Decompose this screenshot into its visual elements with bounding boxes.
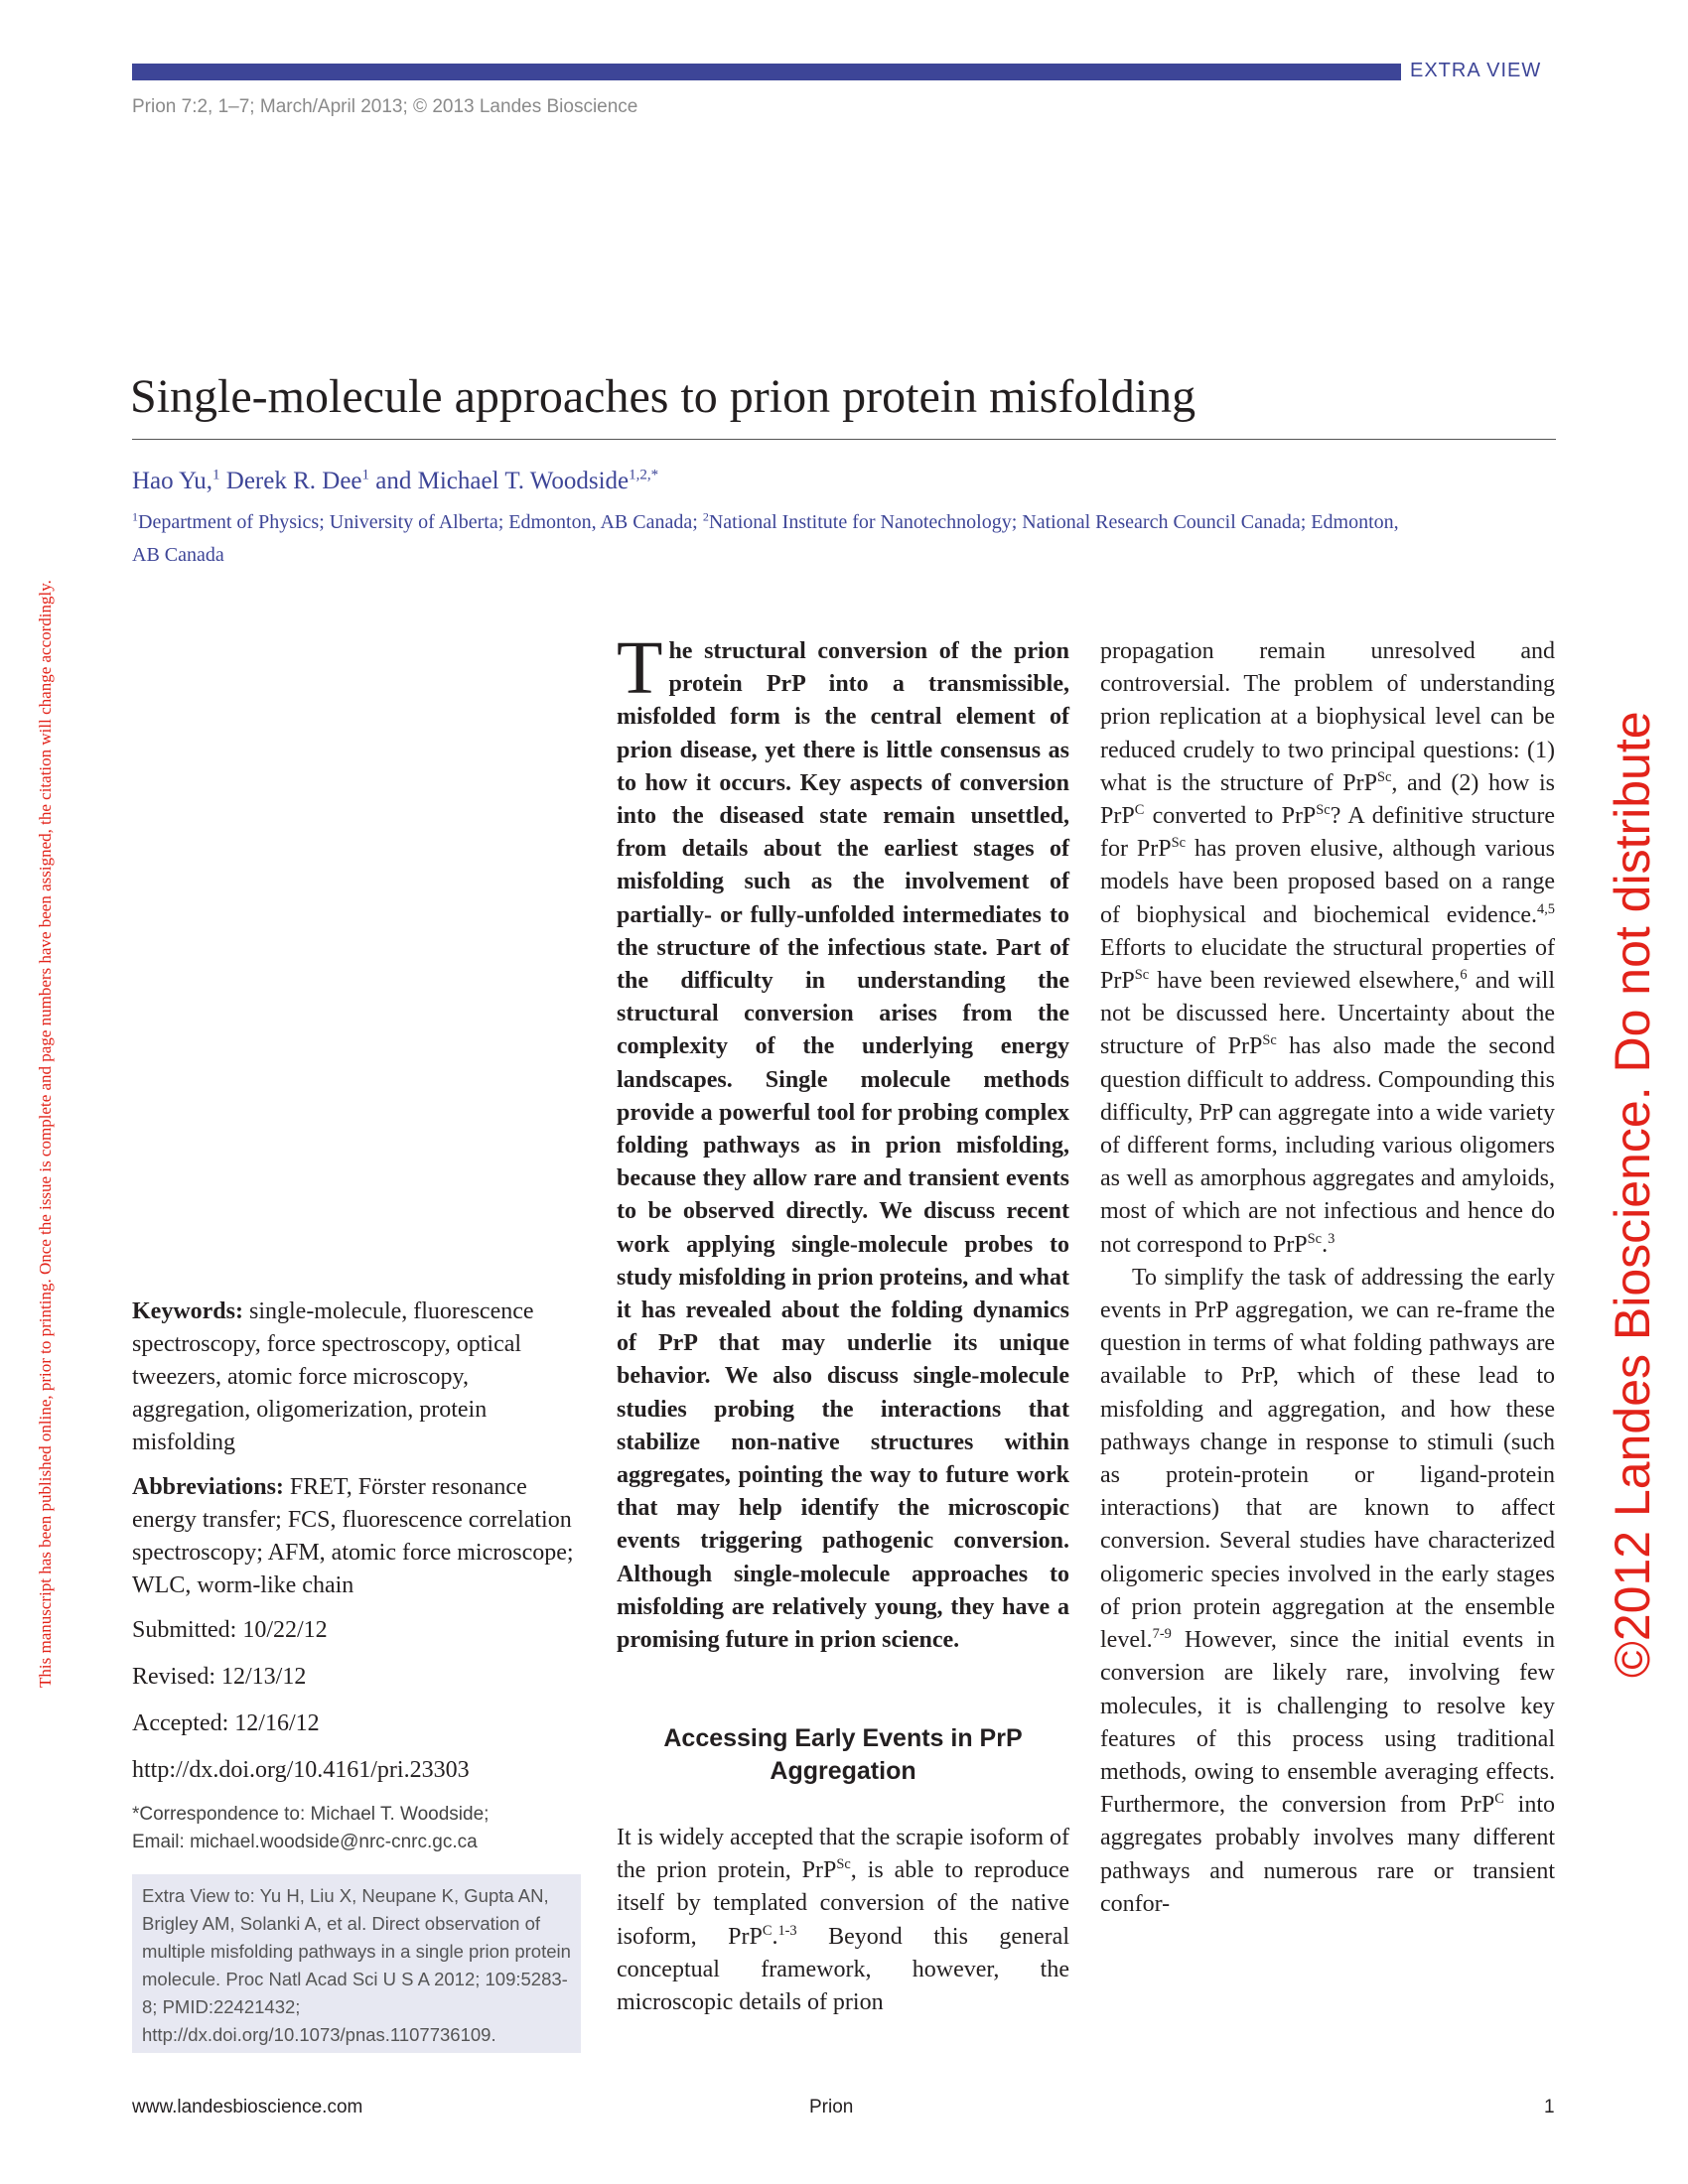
page-number: 1 [1544, 2097, 1555, 2117]
article-title: Single-molecule approaches to prion protein misfolding [130, 370, 1196, 423]
journal-citation-line: Prion 7:2, 1–7; March/April 2013; © 2013 Landes Bioscience [132, 96, 638, 117]
prepublication-side-note: This manuscript has been published online, prior to printing. Once the issue is complete and page numbers have been assigned, the citation will change accordingly. [36, 580, 55, 1688]
accepted-date: Accepted: 12/16/12 [132, 1710, 320, 1736]
drop-cap: T [617, 626, 663, 710]
revised-date: Revised: 12/13/12 [132, 1664, 307, 1690]
article-metadata [132, 1296, 584, 1856]
email-link[interactable]: Email: michael.woodside@nrc-cnrc.gc.ca [132, 1832, 478, 1852]
author-list: Hao Yu,$^1$ Derek R. Dee$^1$ and Michael T. Woodside$^{1,2,*}$ [132, 467, 659, 494]
correspondence: *Correspondence to: Michael T. Woodside; Email: michael.woodside@nrc-cnrc.gc.ca [132, 1801, 584, 1856]
keywords: Keywords: single-molecule, fluorescence spectroscopy, force spectroscopy, optical tweezers, atomic force microscopy, aggregation, oligomerization, protein misfolding [132, 1298, 534, 1455]
footer-website[interactable]: www.landesbioscience.com [132, 2097, 363, 2117]
footer-journal-name: Prion [809, 2097, 854, 2117]
section-label: EXTRA VIEW [1410, 60, 1542, 81]
body-column-3 [1100, 635, 1555, 1921]
abbreviations: Abbreviations: FRET, Förster resonance energy transfer; FCS, fluorescence correlation spectroscopy; AFM, atomic force microscope; WLC, worm-like chain [132, 1474, 574, 1598]
body-paragraph-1: It is widely accepted that the scrapie isoform of the prion protein, PrP$^{Sc}$, is able to reproduce itself by templated conversion of the native isoform, PrP$^C$.$^{1-3}$ Beyond this general conceptual framework, however, the microscopic details of prion [617, 1825, 1069, 2016]
extra-view-citation-box: Extra View to: Yu H, Liu X, Neupane K, Gupta AN, Brigley AM, Solanki A, et al. Direct observation of multiple misfolding pathways in a single prion protein molecule. Proc Natl Acad Sci U S A 2012; 109:5283-8; PMID:22421432; http://dx.doi.org/10.1073/pnas.1107736109. [132, 1874, 581, 2053]
title-divider [132, 439, 1556, 440]
submitted-date: Submitted: 10/22/12 [132, 1617, 328, 1643]
section-heading: Accessing Early Events in PrP Aggregation [663, 1724, 1023, 1785]
abstract: The structural conversion of the prion protein PrP into a transmissible, misfolded form is the central element of prion disease, yet there is little consensus as to how it occurs. Key aspects of conversion into the diseased state remain unsettled, from details about the earliest stages of misfolding such as the involvement of partially- or fully-unfolded intermediates to the structure of the infectious state. Part of the difficulty in understanding the structural conversion arises from the complexity of the underlying energy landscapes. Single molecule methods provide a powerful tool for probing complex folding pathways as in prion misfolding, because they allow rare and transient events to be observed directly. We discuss recent work applying single-molecule probes to study misfolding in prion proteins, and what it has revealed about the folding dynamics of PrP that may underlie its unique behavior. We also discuss single-molecule studies probing the interactions that stabilize non-native structures within aggregates, pointing the way to future work that may help identify the microscopic events triggering pathogenic conversion. Although single-molecule approaches to misfolding are relatively young, they have a promising future in prion science. [617, 626, 1069, 1654]
header-accent-bar [132, 64, 1401, 80]
body-paragraph-2: To simplify the task of addressing the early events in PrP aggregation, we can re-frame the question in terms of what folding pathways are available to PrP, which of these lead to misfolding and aggregation, and how these pathways change in response to stimuli (such as protein-protein or ligand-protein interactions) that are known to affect conversion. Several studies have characterized oligomeric species involved in the early stages of prion protein aggregation at the ensemble level.$^{7-9}$ However, since the initial events in conversion are likely rare, involving few molecules, it is challenging to resolve key features of this process using traditional methods, owing to ensemble averaging effects. Furthermore, the conversion from PrP$^C$ into aggregates probably involves many different pathways and numerous rare or transient confor- [1100, 1264, 1555, 1917]
doi-link[interactable]: http://dx.doi.org/10.4161/pri.23303 [132, 1757, 470, 1783]
copyright-watermark: ©2012 Landes Bioscience. Do not distribute [1605, 711, 1660, 1678]
affiliations: $^1$Department of Physics; University of Alberta; Edmonton, AB Canada; $^2$National Institute for Nanotechnology; National Research Council Canada; Edmonton, AB Canada [132, 509, 1399, 566]
body-paragraph-1-continued: propagation remain unresolved and controversial. The problem of understanding prion replication at a biophysical level can be reduced crudely to two principal questions: (1) what is the structure of PrP$^{Sc}$, and (2) how is PrP$^C$ converted to PrP$^{Sc}$? A definitive structure for PrP$^{Sc}$ has proven elusive, although various models have been proposed based on a range of biophysical and biochemical evidence.$^{4,5}$ Efforts to elucidate the structural properties of PrP$^{Sc}$ have been reviewed elsewhere,$^6$ and will not be discussed here. Uncertainty about the structure of PrP$^{Sc}$ has also made the second question difficult to address. Compounding this difficulty, PrP can aggregate into a wide variety of different forms, including various oligomers as well as amorphous aggregates and amyloids, most of which are not infectious and hence do not correspond to PrP$^{Sc}$.$^3$ [1100, 638, 1556, 1258]
